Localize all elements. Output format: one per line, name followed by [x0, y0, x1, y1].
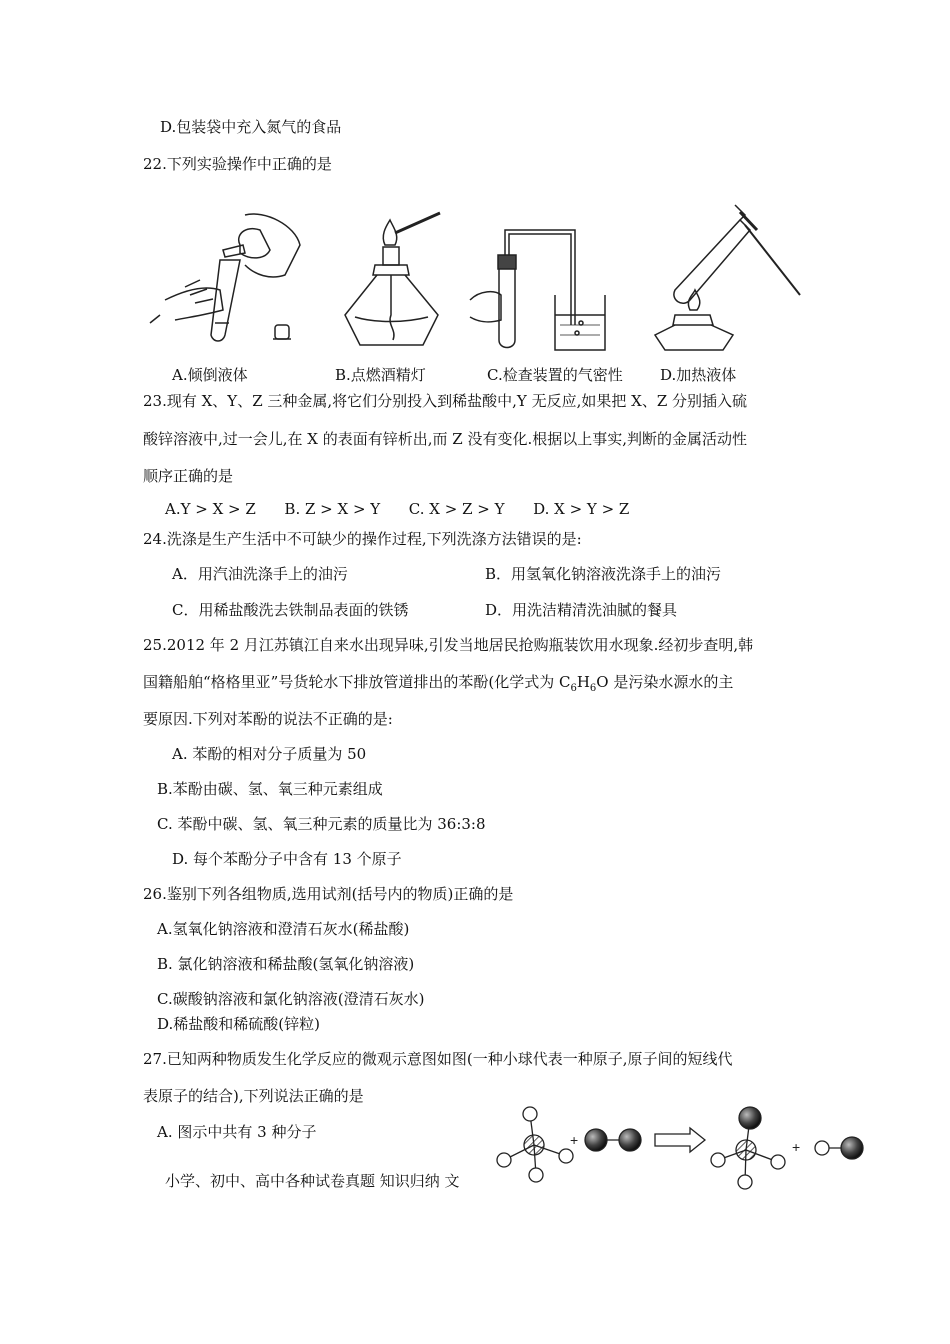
figure-label-d: D.加热液体	[660, 366, 737, 384]
figure-airtightness-check	[465, 205, 610, 355]
q23-stem-line1: 23.现有 X、Y、Z 三种金属,将它们分别投入到稀盐酸中,Y 无反应,如果把 X、Z 分别插入硫	[143, 392, 748, 410]
q23-stem-line2: 酸锌溶液中,过一会儿,在 X 的表面有锌析出,而 Z 没有变化.根据以上事实,判断的金属活动性	[143, 430, 748, 448]
q24-option-c: C．用稀盐酸洗去铁制品表面的铁锈	[172, 601, 409, 619]
reaction-plus-sign-2: +	[792, 1139, 801, 1155]
q26-option-b: B. 氯化钠溶液和稀盐酸(氢氧化钠溶液)	[157, 955, 415, 973]
q24-option-d: D．用洗洁精清洗油腻的餐具	[485, 601, 678, 619]
q26-option-a: A.氢氧化钠溶液和澄清石灰水(稀盐酸)	[157, 920, 410, 938]
figure-heating-liquid	[645, 200, 805, 350]
footer-text: 小学、初中、高中各种试卷真题 知识归纳 文	[165, 1172, 460, 1190]
q21-option-d: D.包装袋中充入氮气的食品	[160, 118, 342, 136]
figure-pouring-liquid	[145, 205, 305, 355]
figure-label-c: C.检查装置的气密性	[487, 366, 623, 384]
figure-label-a: A.倾倒液体	[172, 366, 248, 384]
q22-stem: 22.下列实验操作中正确的是	[143, 155, 332, 173]
q25-option-b: B.苯酚由碳、氢、氧三种元素组成	[157, 780, 383, 798]
q23-options: A.Y > X > Z B. Z > X > Y C. X > Z > Y D. X > Y > Z	[165, 500, 630, 518]
q25-option-c: C. 苯酚中碳、氢、氧三种元素的质量比为 36:3:8	[157, 815, 486, 833]
q27-stem-line1: 27.已知两种物质发生化学反应的微观示意图如图(一种小球代表一种原子,原子间的短线代	[143, 1050, 733, 1068]
q25-stem-line1: 25.2012 年 2 月江苏镇江自来水出现异味,引发当地居民抢购瓶装饮用水现象.经初步查明,韩	[143, 636, 754, 654]
q25-stem-part1: 国籍船舶“格格里亚”号货轮水下排放管道排出的苯酚(化学式为 C	[143, 673, 571, 691]
q24-option-a: A．用汽油洗涤手上的油污	[172, 565, 348, 583]
reaction-diagram	[490, 1100, 875, 1200]
q24-stem: 24.洗涤是生产生活中不可缺少的操作过程,下列洗涤方法错误的是:	[143, 530, 582, 548]
q25-subscript-carbon: 6	[570, 683, 577, 694]
q26-option-c: C.碳酸钠溶液和氯化钠溶液(澄清石灰水)	[157, 990, 425, 1008]
figure-label-b: B.点燃酒精灯	[335, 366, 426, 384]
q25-stem-line3: 要原因.下列对苯酚的说法不正确的是:	[143, 710, 393, 728]
q27-stem-line2: 表原子的结合),下列说法正确的是	[143, 1087, 364, 1105]
q26-stem: 26.鉴别下列各组物质,选用试剂(括号内的物质)正确的是	[143, 885, 514, 903]
q25-option-d: D. 每个苯酚分子中含有 13 个原子	[172, 850, 402, 868]
q25-stem-part3: O 是污染水源水的主	[596, 673, 734, 691]
reaction-plus-sign-1: +	[570, 1132, 579, 1148]
q25-stem-part2: H	[576, 673, 590, 691]
q27-option-a: A. 图示中共有 3 种分子	[157, 1123, 317, 1141]
q23-stem-line3: 顺序正确的是	[143, 467, 234, 485]
q24-option-b: B．用氢氧化钠溶液洗涤手上的油污	[485, 565, 722, 583]
q25-option-a: A. 苯酚的相对分子质量为 50	[172, 745, 367, 763]
q26-option-d: D.稀盐酸和稀硫酸(锌粒)	[157, 1015, 320, 1033]
q25-subscript-hydrogen: 6	[589, 683, 597, 694]
q25-stem-line2	[143, 673, 733, 695]
figure-alcohol-lamp	[335, 205, 455, 355]
